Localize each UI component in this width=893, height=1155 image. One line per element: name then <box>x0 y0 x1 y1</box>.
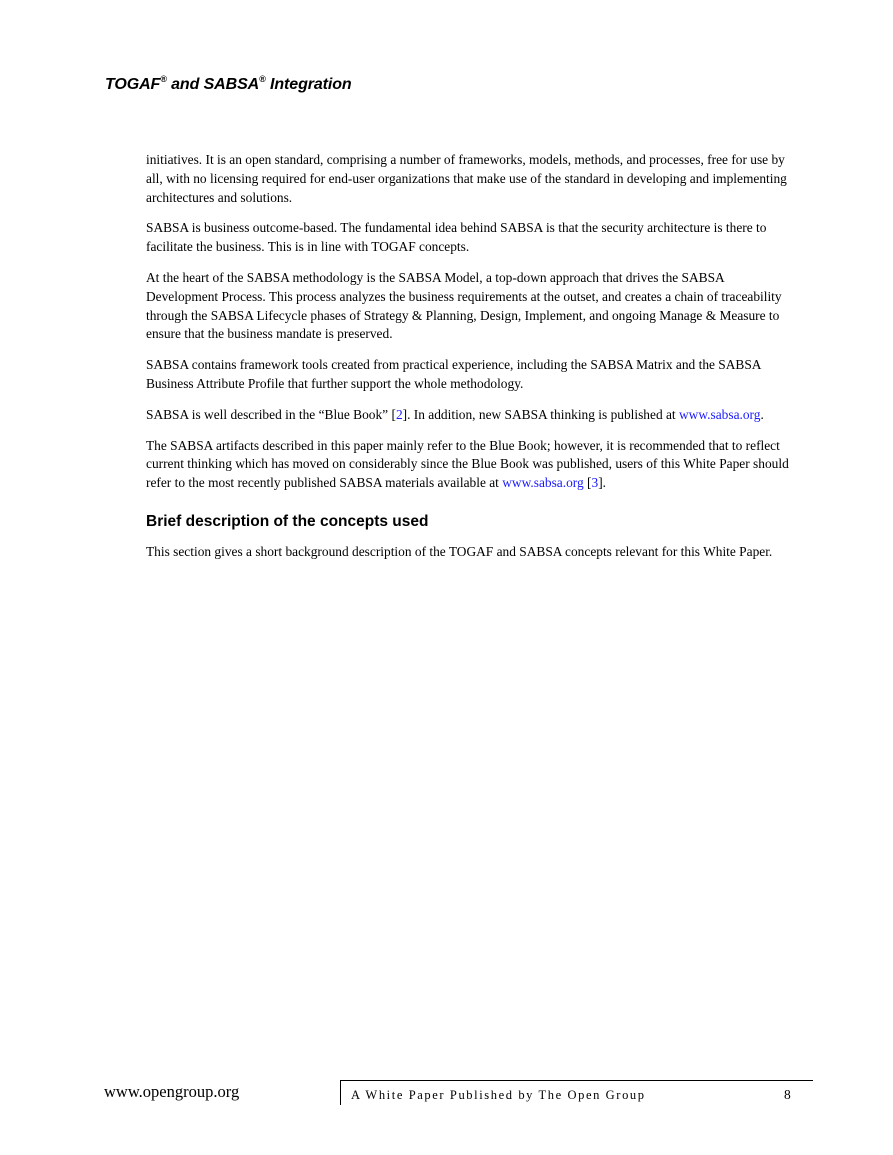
paragraph: SABSA is business outcome-based. The fundamental idea behind SABSA is that the security architecture is there to facilitate the business. This is in line with TOGAF concepts. <box>146 220 767 255</box>
paragraph-text: SABSA is well described in the “Blue Book” [ <box>146 406 396 422</box>
sabsa-website-link[interactable]: www.sabsa.org <box>679 406 761 422</box>
running-header <box>105 76 352 94</box>
paragraph-text: The SABSA artifacts described in this paper mainly refer to the Blue Book; however, it is recommended that to reflect current thinking which has moved on considerably since the Blue Book was published, users of this White Paper should refer to the most recently published SABSA materials available at <box>146 437 789 491</box>
sabsa-website-link[interactable]: www.sabsa.org <box>502 475 584 491</box>
footer-box <box>340 1080 813 1105</box>
paragraph-text: [ <box>583 475 592 491</box>
page-number: 8 <box>784 1087 791 1102</box>
header-title-part2: and SABSA <box>166 76 260 93</box>
reference-link[interactable]: 3 <box>591 475 599 491</box>
footer-website: www.opengroup.org <box>104 1082 240 1101</box>
registered-mark: ® <box>160 74 167 84</box>
section-heading: Brief description of the concepts used <box>146 512 429 530</box>
paragraph: This section gives a short background description of the TOGAF and SABSA concepts relevant for this White Paper. <box>146 543 773 559</box>
document-body <box>146 151 791 574</box>
reference-link[interactable]: 2 <box>395 406 403 422</box>
header-title-part3: Integration <box>265 76 352 93</box>
paragraph-text: . <box>760 406 764 422</box>
registered-mark: ® <box>259 74 266 84</box>
paragraph <box>146 406 791 425</box>
paragraph: SABSA contains framework tools created from practical experience, including the SABSA Matrix and the SABSA Business Attribute Profile that further support the whole methodology. <box>146 357 761 391</box>
paragraph <box>146 437 791 493</box>
paragraph-text: ]. <box>598 475 607 491</box>
header-title-part1: TOGAF <box>105 76 161 93</box>
paragraph-text: ]. In addition, new SABSA thinking is published at <box>402 406 680 422</box>
footer-publication: A White Paper Published by The Open Group <box>351 1088 646 1102</box>
paragraph: initiatives. It is an open standard, comprising a number of frameworks, models, methods, and processes, free for use by all, with no licensing required for end-user organizations that make use of the standard in developing and implementing architectures and solutions. <box>146 152 787 205</box>
paragraph: At the heart of the SABSA methodology is the SABSA Model, a top-down approach that drives the SABSA Development Process. This process analyzes the business requirements at the outset, and creates a chain of traceability through the SABSA Lifecycle phases of Strategy & Planning, Design, Implement, and ongoing Manage & Measure to ensure that the business mandate is preserved. <box>146 269 782 342</box>
